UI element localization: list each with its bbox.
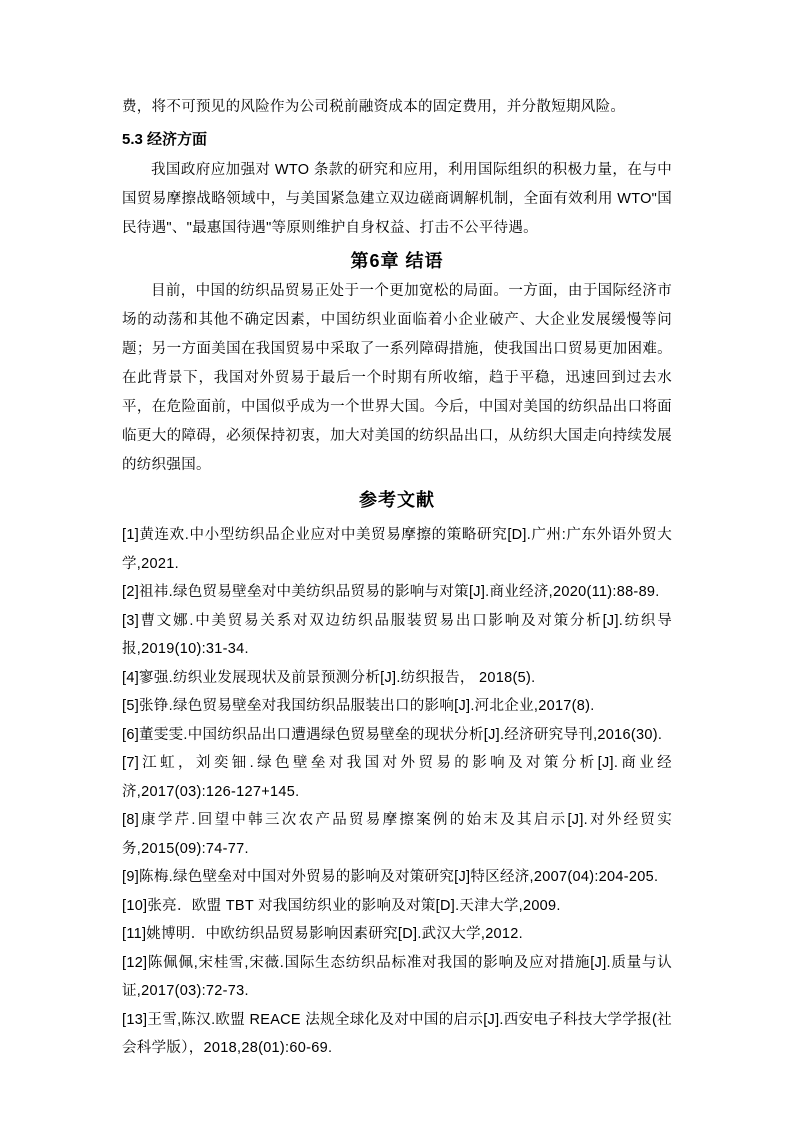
references-heading: 参考文献 (359, 490, 435, 510)
reference-item: [4]寥强.纺织业发展现状及前景预测分析[J].纺织报告， 2018(5). (122, 669, 536, 686)
reference-item: [12]陈佩佩,宋桂雪,宋薇.国际生态纺织品标准对我国的影响及应对措施[J].质量与认证,2017(03):72-73. (122, 954, 672, 999)
reference-item: [3]曹文娜.中美贸易关系对双边纺织品服装贸易出口影响及对策分析[J].纺织导报,2019(10):31-34. (122, 612, 672, 657)
chapter-6-heading: 第6章 结语 (350, 251, 444, 271)
section-5-3-heading: 5.3 经济方面 (122, 131, 208, 148)
reference-item: [5]张铮.绿色贸易壁垒对我国纺织品服装出口的影响[J].河北企业,2017(8). (122, 698, 595, 714)
section-5-3-paragraph: 我国政府应加强对 WTO 条款的研究和应用，利用国际组织的积极力量，在与中国贸易摩擦战略领域中，与美国紧急建立双边磋商调解机制，全面有效利用 WTO"国民待遇"、"最惠国待遇"等原则维护自身权益、打击不公平待遇。 (122, 162, 672, 236)
reference-item: [7]江虹，刘奕钿.绿色壁垒对我国对外贸易的影响及对策分析[J].商业经济,2017(03):126-127+145. (122, 755, 672, 800)
chapter-6-paragraph: 目前，中国的纺织品贸易正处于一个更加宽松的局面。一方面，由于国际经济市场的动荡和其他不确定因素，中国纺织业面临着小企业破产、大企业发展缓慢等问题；另一方面美国在我国贸易中采取了一系列障碍措施，使我国出口贸易更加困难。在此背景下，我国对外贸易于最后一个时期有所收缩，趋于平稳，迅速回到过去水平，在危险面前，中国似乎成为一个世界大国。今后，中国对美国的纺织品出口将面临更大的障碍，必须保持初衷，加大对美国的纺织品出口，从纺织大国走向持续发展的纺织强国。 (122, 283, 672, 473)
reference-item: [11]姚博明．中欧纺织品贸易影响因素研究[D].武汉大学,2012. (122, 926, 523, 942)
references-list (122, 521, 672, 1063)
reference-item: [9]陈梅.绿色壁垒对中国对外贸易的影响及对策研究[J]特区经济,2007(04):204-205. (122, 869, 659, 885)
reference-item: [13]王雪,陈汉.欧盟 REACE 法规全球化及对中国的启示[J].西安电子科技大学学报(社会科学版），2018,28(01):60-69. (122, 1011, 672, 1056)
reference-item: [1]黄连欢.中小型纺织品企业应对中美贸易摩擦的策略研究[D].广州:广东外语外贸大学,2021. (122, 527, 672, 572)
reference-item: [10]张亮．欧盟 TBT 对我国纺织业的影响及对策[D].天津大学,2009. (122, 897, 561, 914)
reference-item: [2]祖祎.绿色贸易壁垒对中美纺织品贸易的影响与对策[J].商业经济,2020(11):88-89. (122, 584, 660, 600)
reference-item: [6]董雯雯.中国纺织品出口遭遇绿色贸易壁垒的现状分析[J].经济研究导刊,2016(30). (122, 726, 663, 743)
reference-item: [8]康学芹.回望中韩三次农产品贸易摩擦案例的始末及其启示[J].对外经贸实务,2015(09):74-77. (122, 812, 672, 857)
top-continuation-paragraph: 费，将不可预见的风险作为公司税前融资成本的固定费用，并分散短期风险。 (122, 99, 626, 115)
